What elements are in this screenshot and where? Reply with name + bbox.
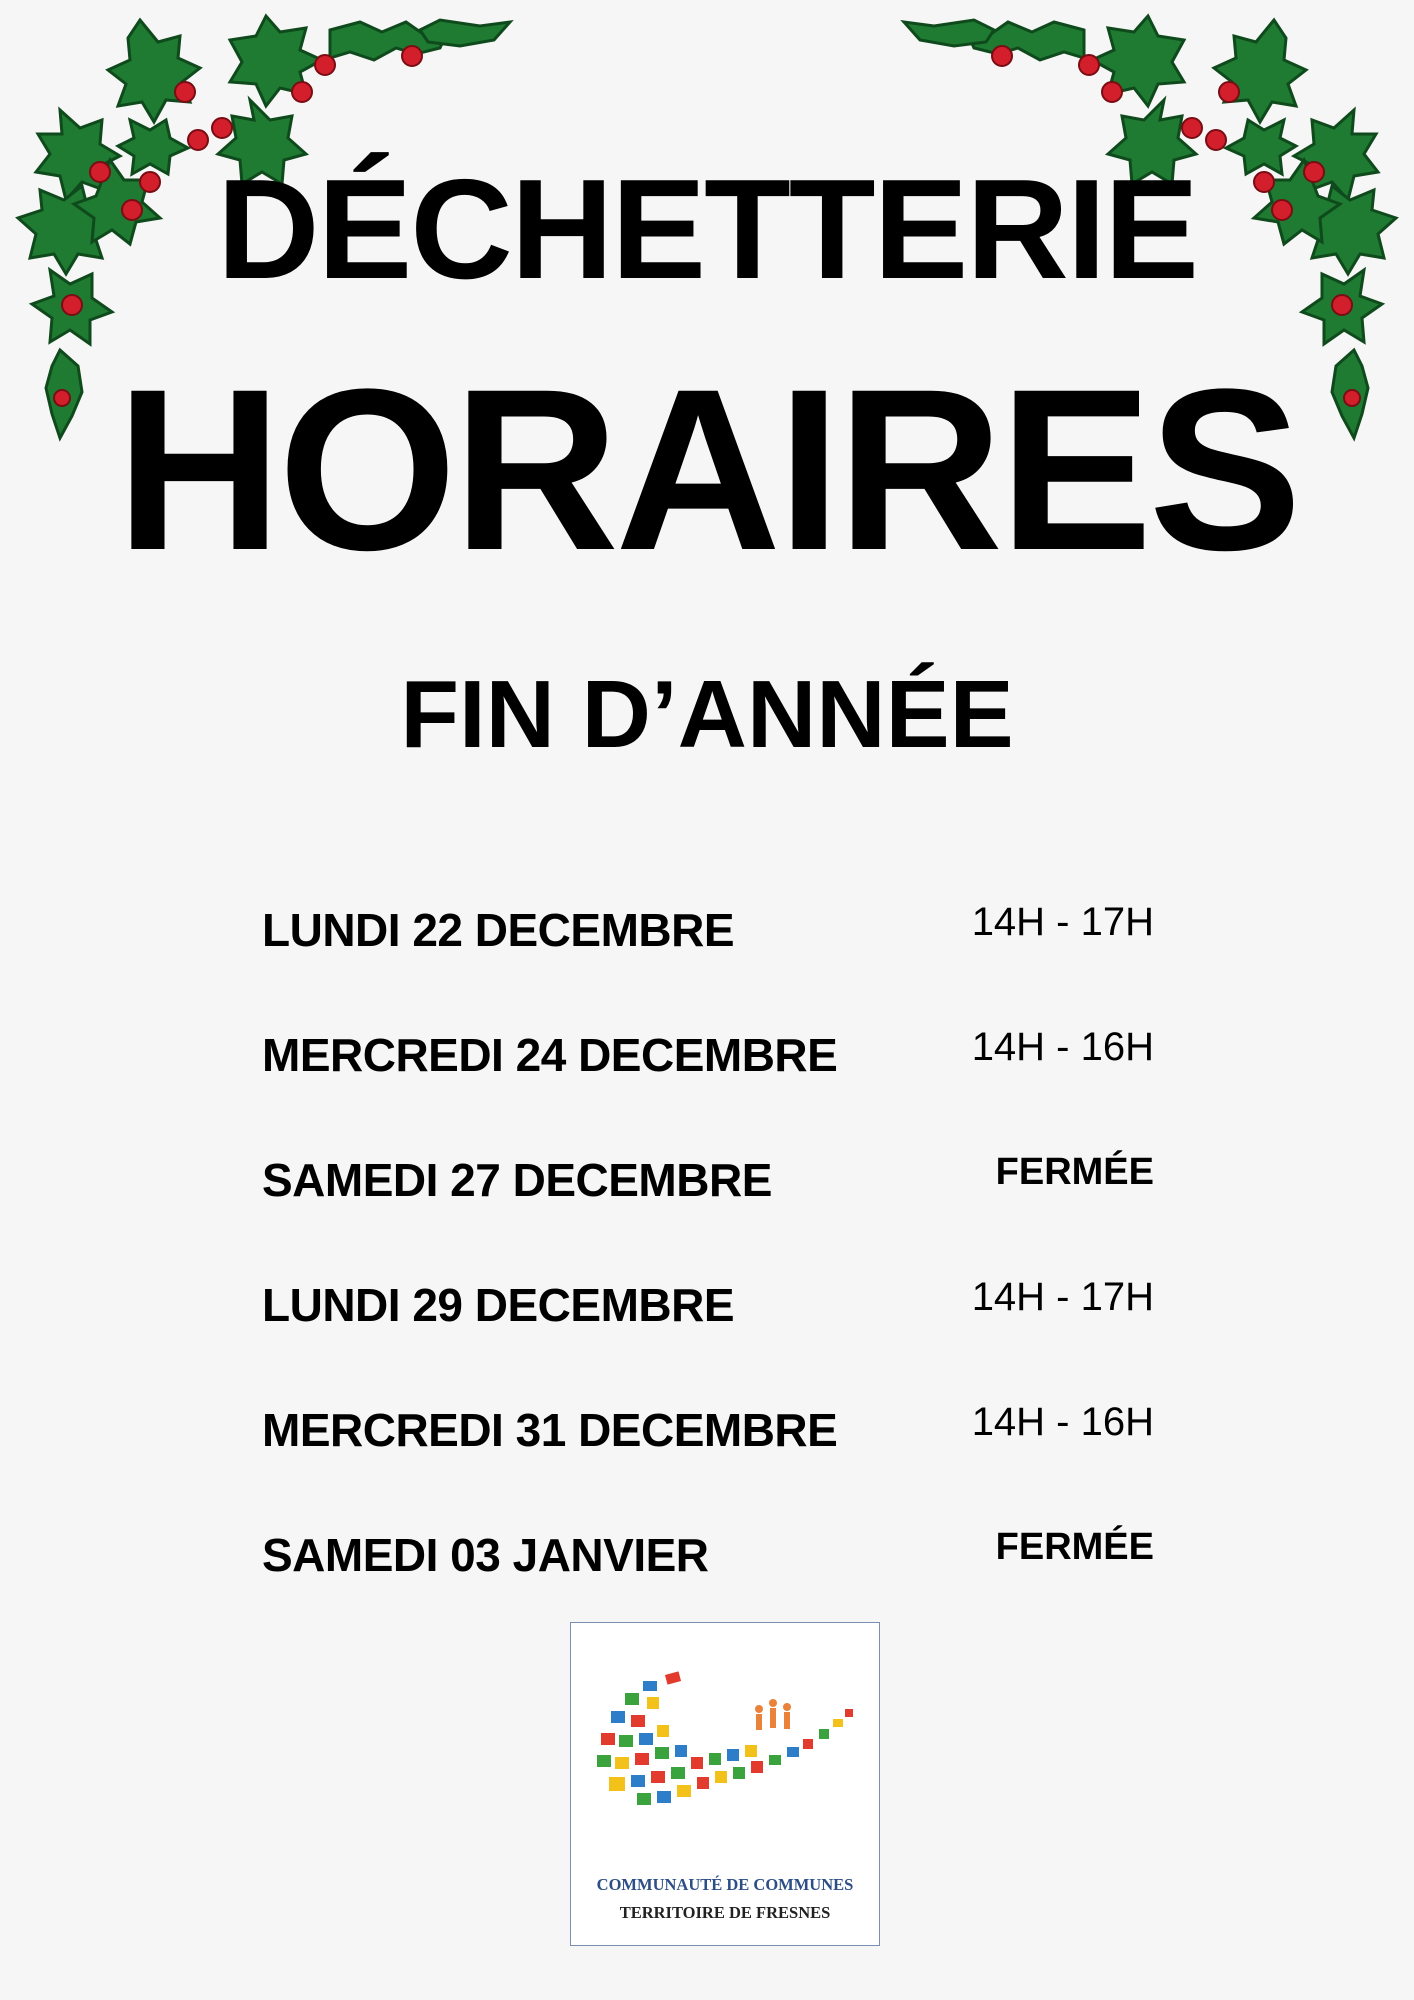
schedule-hours: FERMÉE [995, 1151, 1154, 1193]
schedule-hours: 14H - 16H [971, 1025, 1154, 1069]
logo-text-line2: TERRITOIRE DE FRESNES [619, 1903, 831, 1922]
schedule-day: SAMEDI 27 DECEMBRE [262, 1154, 772, 1206]
schedule-row [262, 1020, 1154, 1145]
logo-text-line1: COMMUNAUTÉ DE COMMUNES [596, 1875, 854, 1894]
schedule-row [262, 1145, 1154, 1270]
schedule-list [262, 895, 1154, 1645]
schedule-hours: 14H - 17H [971, 900, 1154, 944]
schedule-hours: 14H - 16H [971, 1400, 1154, 1444]
page-heading: HORAIRES [115, 341, 1298, 598]
schedule-hours: FERMÉE [995, 1526, 1154, 1568]
community-logo-icon [581, 1653, 871, 1833]
schedule-day: MERCREDI 24 DECEMBRE [262, 1029, 838, 1081]
page-title: DÉCHETTERIE [217, 150, 1197, 309]
schedule-row [262, 1395, 1154, 1520]
schedule-day: SAMEDI 03 JANVIER [262, 1529, 709, 1581]
schedule-row [262, 895, 1154, 1020]
community-logo [570, 1622, 880, 1946]
schedule-day: MERCREDI 31 DECEMBRE [262, 1404, 838, 1456]
schedule-hours: 14H - 17H [971, 1275, 1154, 1319]
schedule-row [262, 1270, 1154, 1395]
schedule-day: LUNDI 29 DECEMBRE [262, 1279, 735, 1331]
schedule-day: LUNDI 22 DECEMBRE [262, 904, 735, 956]
page-subtitle: FIN D’ANNÉE [400, 661, 1014, 768]
